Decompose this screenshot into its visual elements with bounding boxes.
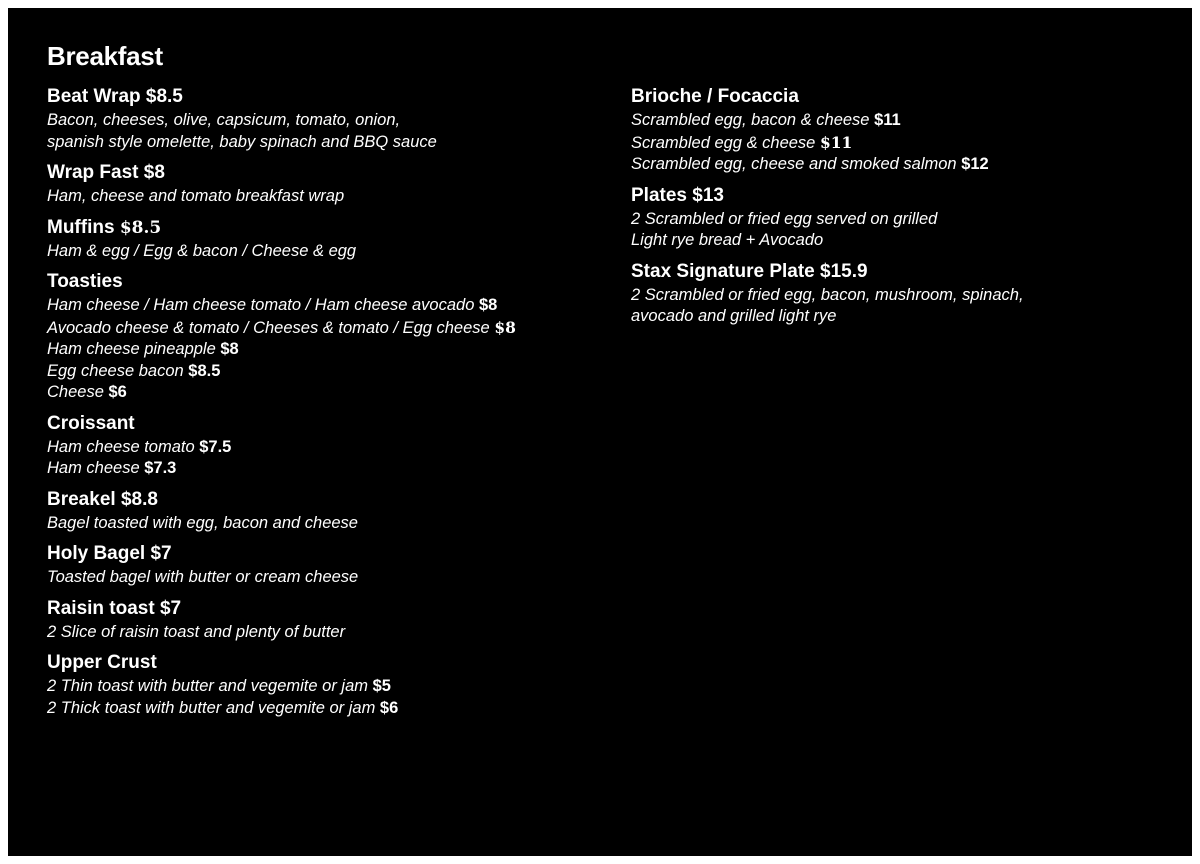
option-text: 2 Thick toast with butter and vegemite or jam xyxy=(47,698,376,717)
option-text: Cheese xyxy=(47,383,104,401)
item-title: Croissant xyxy=(47,412,135,434)
menu-item xyxy=(47,271,587,404)
item-description: Toasted bagel with butter or cream cheese xyxy=(47,568,359,586)
option-text: Scrambled egg, cheese and smoked salmon xyxy=(631,155,957,173)
option-price: $8 xyxy=(220,340,239,358)
item-description: spanish style omelette, baby spinach and BBQ sauce xyxy=(47,132,437,151)
menu-item xyxy=(631,185,1171,252)
option-price: $8.5 xyxy=(188,361,221,380)
item-title: Breakel $8.8 xyxy=(47,488,158,510)
option-price: $11 xyxy=(819,132,853,152)
option-text: Ham cheese / Ham cheese tomato / Ham cheese avocado xyxy=(47,296,475,314)
menu-item xyxy=(47,162,587,208)
item-option xyxy=(47,676,587,698)
menu-item xyxy=(631,86,1171,176)
item-option xyxy=(47,458,587,480)
option-price: $6 xyxy=(379,698,399,717)
menu-item xyxy=(47,652,587,719)
item-description: Light rye bread + Avocado xyxy=(631,231,824,249)
menu-item xyxy=(47,413,587,480)
menu-item xyxy=(631,261,1171,328)
option-text: Egg cheese bacon xyxy=(47,361,184,380)
item-option xyxy=(47,382,587,404)
item-option xyxy=(631,132,1171,155)
option-price: $8 xyxy=(478,296,498,314)
menu-item xyxy=(47,543,587,589)
menu-column-right xyxy=(631,86,1171,337)
option-price: $7.5 xyxy=(199,437,232,456)
item-description: avocado and grilled light rye xyxy=(631,307,837,325)
item-description: 2 Slice of raisin toast and plenty of butter xyxy=(47,622,346,641)
menu-board xyxy=(8,8,1192,856)
item-description: Ham, cheese and tomato breakfast wrap xyxy=(47,187,345,205)
item-option xyxy=(47,437,587,459)
option-text: Scrambled egg & cheese xyxy=(631,133,816,152)
item-title: Brioche / Focaccia xyxy=(631,86,799,107)
item-option xyxy=(47,361,587,383)
item-title: Wrap Fast $8 xyxy=(47,162,165,183)
option-text: Ham cheese pineapple xyxy=(47,340,216,358)
item-option xyxy=(47,339,587,361)
option-price: $11 xyxy=(874,111,901,129)
item-description: Ham & egg / Egg & bacon / Cheese & egg xyxy=(47,241,357,260)
item-option xyxy=(631,154,1171,176)
item-description: Bagel toasted with egg, bacon and cheese xyxy=(47,513,358,532)
option-price: $5 xyxy=(372,677,391,695)
menu-column-left xyxy=(47,86,587,728)
option-price: $6 xyxy=(108,383,127,401)
item-description: 2 Scrambled or fried egg, bacon, mushroom, spinach, xyxy=(631,285,1024,304)
item-option xyxy=(631,110,1171,132)
item-title: Holy Bagel $7 xyxy=(47,543,172,564)
item-option xyxy=(47,698,587,720)
option-text: 2 Thin toast with butter and vegemite or jam xyxy=(47,677,368,695)
item-title: Beat Wrap $8.5 xyxy=(47,86,183,107)
option-text: Avocado cheese & tomato / Cheeses & tomato / Egg cheese xyxy=(47,318,490,337)
item-title: Toasties xyxy=(47,271,123,292)
option-text: Ham cheese tomato xyxy=(47,437,195,456)
item-title: Stax Signature Plate $15.9 xyxy=(631,260,868,282)
option-text: Scrambled egg, bacon & cheese xyxy=(631,111,870,129)
menu-item xyxy=(47,86,587,153)
item-title: Plates $13 xyxy=(631,184,724,206)
item-option xyxy=(47,317,587,340)
menu-item xyxy=(47,217,587,263)
item-description: 2 Scrambled or fried egg served on grilled xyxy=(631,209,938,228)
item-title: Muffins xyxy=(47,216,115,238)
item-description: Bacon, cheeses, olive, capsicum, tomato, onion, xyxy=(47,111,401,129)
menu-title: Breakfast xyxy=(47,41,163,71)
option-price: $8 xyxy=(494,317,516,337)
item-price: $8.5 xyxy=(119,217,162,238)
option-text: Ham cheese xyxy=(47,459,140,477)
item-title: Upper Crust xyxy=(47,652,157,673)
option-price: $12 xyxy=(961,155,989,173)
menu-item xyxy=(47,489,587,535)
option-price: $7.3 xyxy=(144,459,177,477)
item-title-row xyxy=(47,217,587,239)
item-option xyxy=(47,295,587,317)
item-title: Raisin toast $7 xyxy=(47,597,182,619)
menu-item xyxy=(47,598,587,644)
